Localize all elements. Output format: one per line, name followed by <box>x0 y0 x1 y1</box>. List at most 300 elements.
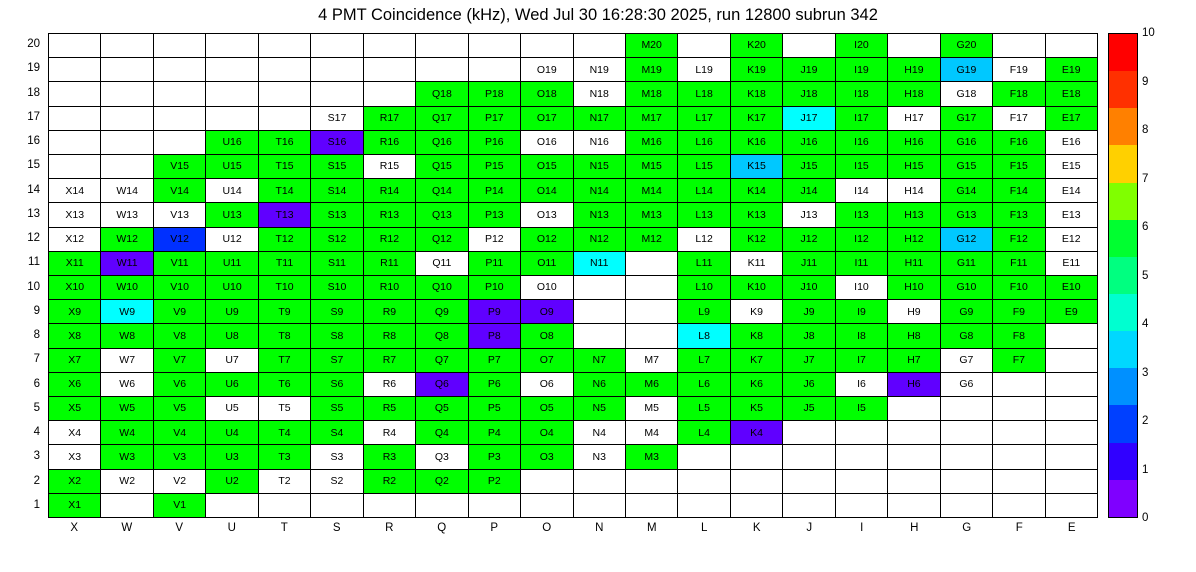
heatmap-cell: O11 <box>521 252 573 276</box>
heatmap-cell: G12 <box>941 228 993 252</box>
heatmap-cell: O13 <box>521 203 573 227</box>
heatmap-cell: F10 <box>993 276 1045 300</box>
heatmap-cell: J16 <box>783 131 835 155</box>
heatmap-cell: G13 <box>941 203 993 227</box>
y-axis-tick-label: 11 <box>28 256 40 269</box>
heatmap-cell: R15 <box>364 155 416 179</box>
heatmap-cell-empty <box>888 397 940 421</box>
heatmap-cell: W6 <box>101 373 153 397</box>
heatmap-cell: F18 <box>993 82 1045 106</box>
heatmap-cell: W2 <box>101 470 153 494</box>
y-axis-tick-label: 18 <box>27 86 40 99</box>
x-axis-tick-label: H <box>910 522 919 534</box>
heatmap-cell: K11 <box>731 252 783 276</box>
heatmap-cell-empty <box>678 470 730 494</box>
heatmap-cell: R8 <box>364 324 416 348</box>
heatmap-cell: S5 <box>311 397 363 421</box>
heatmap-cell: I16 <box>836 131 888 155</box>
heatmap-cell: N14 <box>574 179 626 203</box>
heatmap-cell: X10 <box>49 276 101 300</box>
heatmap-cell: K20 <box>731 34 783 58</box>
heatmap-cell: K6 <box>731 373 783 397</box>
x-axis-tick-label: J <box>806 522 813 534</box>
x-axis-tick-label: X <box>70 522 79 534</box>
heatmap-cell: P18 <box>469 82 521 106</box>
heatmap-cell-empty <box>731 494 783 518</box>
heatmap-cell: P14 <box>469 179 521 203</box>
heatmap-cell: V4 <box>154 421 206 445</box>
x-axis-tick-label: L <box>701 522 708 534</box>
x-axis-tick-label: E <box>1067 522 1076 534</box>
heatmap-cell-empty <box>1046 349 1098 373</box>
heatmap-cell: P5 <box>469 397 521 421</box>
heatmap-cell: I10 <box>836 276 888 300</box>
heatmap-cell: R4 <box>364 421 416 445</box>
heatmap-cell-empty <box>888 34 940 58</box>
heatmap-cell-empty <box>783 494 835 518</box>
heatmap-cell: E14 <box>1046 179 1098 203</box>
heatmap-cell: O19 <box>521 58 573 82</box>
heatmap-cell: G15 <box>941 155 993 179</box>
heatmap-cell: V7 <box>154 349 206 373</box>
heatmap-cell-empty <box>416 58 468 82</box>
heatmap-cell: F13 <box>993 203 1045 227</box>
heatmap-cell: V3 <box>154 445 206 469</box>
heatmap-cell: S17 <box>311 107 363 131</box>
heatmap-cell-empty <box>574 34 626 58</box>
heatmap-cell: G17 <box>941 107 993 131</box>
heatmap-cell-empty <box>259 82 311 106</box>
heatmap-cell: O18 <box>521 82 573 106</box>
heatmap-cell: I7 <box>836 349 888 373</box>
heatmap-cell: V6 <box>154 373 206 397</box>
x-axis-tick-label: G <box>962 522 972 534</box>
colorbar-segment <box>1109 443 1137 480</box>
heatmap-cell: R12 <box>364 228 416 252</box>
heatmap-cell-empty <box>783 470 835 494</box>
heatmap-cell: H8 <box>888 324 940 348</box>
heatmap-cell: V5 <box>154 397 206 421</box>
heatmap-cell: J5 <box>783 397 835 421</box>
heatmap-cell-empty <box>311 494 363 518</box>
x-axis-tick-label: Q <box>437 522 447 534</box>
colorbar-segment <box>1109 34 1137 71</box>
heatmap-cell: H9 <box>888 300 940 324</box>
heatmap-cell-empty <box>626 252 678 276</box>
heatmap-cell: X1 <box>49 494 101 518</box>
heatmap-cell: L5 <box>678 397 730 421</box>
heatmap-cell-empty <box>993 445 1045 469</box>
heatmap-cell-empty <box>783 421 835 445</box>
heatmap-cell: T12 <box>259 228 311 252</box>
heatmap-cell: F14 <box>993 179 1045 203</box>
heatmap-cell-empty <box>626 300 678 324</box>
heatmap-cell: H12 <box>888 228 940 252</box>
heatmap-cell: F19 <box>993 58 1045 82</box>
heatmap-cell: U13 <box>206 203 258 227</box>
heatmap-cell-empty <box>311 82 363 106</box>
heatmap-cell: J13 <box>783 203 835 227</box>
colorbar-segment <box>1109 405 1137 442</box>
heatmap-cell: R5 <box>364 397 416 421</box>
heatmap-cell-empty <box>49 82 101 106</box>
heatmap-cell: J18 <box>783 82 835 106</box>
colorbar-tick-label: 7 <box>1142 172 1149 185</box>
heatmap-cell: I18 <box>836 82 888 106</box>
heatmap-cell: N5 <box>574 397 626 421</box>
x-axis-tick-label: R <box>385 522 394 534</box>
heatmap-cell-empty <box>731 445 783 469</box>
heatmap-cell: U15 <box>206 155 258 179</box>
x-axis-tick-label: U <box>227 522 236 534</box>
heatmap-cell: M12 <box>626 228 678 252</box>
colorbar-tick-label: 8 <box>1142 124 1149 136</box>
heatmap-cell: L12 <box>678 228 730 252</box>
heatmap-cell-empty <box>836 421 888 445</box>
heatmap-cell-empty <box>678 494 730 518</box>
heatmap-cell-empty <box>888 421 940 445</box>
heatmap-cell: K9 <box>731 300 783 324</box>
heatmap-cell: N6 <box>574 373 626 397</box>
heatmap-cell: N4 <box>574 421 626 445</box>
heatmap-cell: U6 <box>206 373 258 397</box>
colorbar-segment <box>1109 220 1137 257</box>
heatmap-cell: N7 <box>574 349 626 373</box>
heatmap-cell: L9 <box>678 300 730 324</box>
heatmap-cell: T11 <box>259 252 311 276</box>
colorbar-segment <box>1109 257 1137 294</box>
heatmap-cell-empty <box>206 82 258 106</box>
heatmap-cell: X2 <box>49 470 101 494</box>
heatmap-cell: U2 <box>206 470 258 494</box>
colorbar-segment <box>1109 368 1137 405</box>
heatmap-cell: H13 <box>888 203 940 227</box>
heatmap-cell-empty <box>993 421 1045 445</box>
colorbar-tick-label: 4 <box>1142 318 1149 330</box>
heatmap-cell: X3 <box>49 445 101 469</box>
heatmap-cell: E11 <box>1046 252 1098 276</box>
heatmap-cell: E18 <box>1046 82 1098 106</box>
heatmap-cell: X14 <box>49 179 101 203</box>
heatmap-cell: G6 <box>941 373 993 397</box>
heatmap-cell: P10 <box>469 276 521 300</box>
heatmap-cell: Q14 <box>416 179 468 203</box>
heatmap-cell: M19 <box>626 58 678 82</box>
heatmap-cell: R16 <box>364 131 416 155</box>
heatmap-cell: V14 <box>154 179 206 203</box>
heatmap-cell: L18 <box>678 82 730 106</box>
heatmap-cell: K4 <box>731 421 783 445</box>
heatmap-cell: R14 <box>364 179 416 203</box>
heatmap-cell: N18 <box>574 82 626 106</box>
heatmap-cell: M6 <box>626 373 678 397</box>
heatmap-cell-empty <box>1046 373 1098 397</box>
heatmap-grid <box>48 33 1098 518</box>
heatmap-cell-empty <box>206 58 258 82</box>
heatmap-cell: O16 <box>521 131 573 155</box>
heatmap-cell: S3 <box>311 445 363 469</box>
heatmap-cell-empty <box>888 494 940 518</box>
heatmap-cell: R9 <box>364 300 416 324</box>
heatmap-cell: S14 <box>311 179 363 203</box>
heatmap-cell: I17 <box>836 107 888 131</box>
heatmap-cell: E16 <box>1046 131 1098 155</box>
heatmap-cell: W12 <box>101 228 153 252</box>
heatmap-cell: R3 <box>364 445 416 469</box>
heatmap-cell: Q12 <box>416 228 468 252</box>
heatmap-cell: F17 <box>993 107 1045 131</box>
heatmap-cell: N13 <box>574 203 626 227</box>
heatmap-cell-empty <box>1046 445 1098 469</box>
heatmap-cell: O9 <box>521 300 573 324</box>
heatmap-cell-empty <box>626 324 678 348</box>
y-axis-tick-label: 2 <box>33 474 40 487</box>
heatmap-cell: N19 <box>574 58 626 82</box>
heatmap-cell: L15 <box>678 155 730 179</box>
heatmap-cell: J15 <box>783 155 835 179</box>
heatmap-cell: V13 <box>154 203 206 227</box>
heatmap-cell: H14 <box>888 179 940 203</box>
heatmap-cell: G16 <box>941 131 993 155</box>
x-axis-tick-label: T <box>280 522 288 534</box>
colorbar-tick-label: 5 <box>1142 269 1149 282</box>
heatmap-cell: X11 <box>49 252 101 276</box>
x-axis-tick-label: F <box>1015 522 1023 534</box>
heatmap-cell-empty <box>1046 470 1098 494</box>
y-axis-tick-label: 17 <box>27 110 40 123</box>
heatmap-cell-empty <box>469 494 521 518</box>
heatmap-cell-empty <box>101 494 153 518</box>
colorbar-segment <box>1109 71 1137 108</box>
heatmap-cell: I19 <box>836 58 888 82</box>
colorbar-tick-label: 1 <box>1142 463 1149 476</box>
heatmap-cell-empty <box>364 58 416 82</box>
heatmap-cell: O12 <box>521 228 573 252</box>
heatmap-cell: M16 <box>626 131 678 155</box>
heatmap-cell-empty <box>101 131 153 155</box>
y-axis-tick-label: 10 <box>27 280 40 293</box>
heatmap-cell: E9 <box>1046 300 1098 324</box>
x-axis-tick-label: M <box>646 522 657 534</box>
heatmap-cell-empty <box>49 58 101 82</box>
heatmap-cell-empty <box>941 397 993 421</box>
heatmap-cell: S12 <box>311 228 363 252</box>
heatmap-cell: N11 <box>574 252 626 276</box>
heatmap-cell: E15 <box>1046 155 1098 179</box>
heatmap-cell: H19 <box>888 58 940 82</box>
heatmap-cell-empty <box>836 494 888 518</box>
heatmap-cell-empty <box>941 470 993 494</box>
heatmap-cell: P12 <box>469 228 521 252</box>
heatmap-cell-empty <box>206 34 258 58</box>
heatmap-cell: F9 <box>993 300 1045 324</box>
heatmap-cell: X6 <box>49 373 101 397</box>
heatmap-cell-empty <box>259 494 311 518</box>
heatmap-cell-empty <box>574 276 626 300</box>
colorbar-segment <box>1109 331 1137 368</box>
heatmap-cell-empty <box>626 470 678 494</box>
heatmap-cell: T10 <box>259 276 311 300</box>
heatmap-cell: V12 <box>154 228 206 252</box>
heatmap-cell: Q15 <box>416 155 468 179</box>
y-axis-tick-label: 20 <box>27 38 40 51</box>
y-axis-tick-label: 7 <box>33 353 40 366</box>
heatmap-cell: V2 <box>154 470 206 494</box>
heatmap-cell: S8 <box>311 324 363 348</box>
heatmap-cell: L14 <box>678 179 730 203</box>
heatmap-cell: Q2 <box>416 470 468 494</box>
colorbar-tick-label: 10 <box>1142 27 1155 39</box>
x-axis-tick-label: P <box>490 522 499 534</box>
heatmap-cell: S2 <box>311 470 363 494</box>
heatmap-cell: T3 <box>259 445 311 469</box>
x-axis-tick-label: V <box>175 522 184 534</box>
heatmap-cell-empty <box>259 107 311 131</box>
heatmap-cell: W8 <box>101 324 153 348</box>
page-title: 4 PMT Coincidence (kHz), Wed Jul 30 16:28:30 2025, run 12800 subrun 342 <box>318 6 878 24</box>
heatmap-cell: U12 <box>206 228 258 252</box>
heatmap-cell-empty <box>364 34 416 58</box>
heatmap-cell-empty <box>206 494 258 518</box>
heatmap-cell: Q7 <box>416 349 468 373</box>
heatmap-cell-empty <box>101 155 153 179</box>
heatmap-cell: R2 <box>364 470 416 494</box>
heatmap-cell: P15 <box>469 155 521 179</box>
heatmap-cell: U10 <box>206 276 258 300</box>
heatmap-cell: I5 <box>836 397 888 421</box>
y-axis-tick-label: 12 <box>27 232 40 245</box>
heatmap-cell: S13 <box>311 203 363 227</box>
heatmap-cell-empty <box>731 470 783 494</box>
heatmap-cell: H6 <box>888 373 940 397</box>
heatmap-cell: T14 <box>259 179 311 203</box>
heatmap-cell: G10 <box>941 276 993 300</box>
heatmap-cell: R13 <box>364 203 416 227</box>
heatmap-cell: X5 <box>49 397 101 421</box>
heatmap-cell: R10 <box>364 276 416 300</box>
heatmap-cell: J19 <box>783 58 835 82</box>
heatmap-cell: I14 <box>836 179 888 203</box>
heatmap-cell: M13 <box>626 203 678 227</box>
heatmap-cell-empty <box>49 131 101 155</box>
heatmap-cell: U8 <box>206 324 258 348</box>
heatmap-cell: V8 <box>154 324 206 348</box>
heatmap-cell: U14 <box>206 179 258 203</box>
heatmap-cell: J6 <box>783 373 835 397</box>
heatmap-cell: W11 <box>101 252 153 276</box>
heatmap-cell: U9 <box>206 300 258 324</box>
heatmap-cell: M4 <box>626 421 678 445</box>
heatmap-cell: H18 <box>888 82 940 106</box>
heatmap-cell: I13 <box>836 203 888 227</box>
heatmap-cell: L7 <box>678 349 730 373</box>
heatmap-cell: W4 <box>101 421 153 445</box>
heatmap-cell: L10 <box>678 276 730 300</box>
heatmap-plot <box>48 33 1098 518</box>
heatmap-cell: O6 <box>521 373 573 397</box>
heatmap-cell-empty <box>521 470 573 494</box>
heatmap-cell: W10 <box>101 276 153 300</box>
heatmap-cell: J12 <box>783 228 835 252</box>
heatmap-cell: F11 <box>993 252 1045 276</box>
heatmap-cell-empty <box>154 107 206 131</box>
heatmap-cell: M7 <box>626 349 678 373</box>
y-axis-tick-label: 4 <box>33 426 40 439</box>
x-axis-tick-label: N <box>595 522 604 534</box>
heatmap-cell: N17 <box>574 107 626 131</box>
heatmap-cell: J14 <box>783 179 835 203</box>
heatmap-cell-empty <box>1046 494 1098 518</box>
heatmap-cell-empty <box>993 373 1045 397</box>
y-axis-tick-label: 6 <box>33 377 40 390</box>
heatmap-cell-empty <box>574 494 626 518</box>
heatmap-cell: P2 <box>469 470 521 494</box>
heatmap-cell: R7 <box>364 349 416 373</box>
heatmap-cell: O14 <box>521 179 573 203</box>
heatmap-cell-empty <box>259 34 311 58</box>
heatmap-cell: M3 <box>626 445 678 469</box>
heatmap-cell: P8 <box>469 324 521 348</box>
heatmap-cell: P4 <box>469 421 521 445</box>
heatmap-cell: I6 <box>836 373 888 397</box>
heatmap-cell-empty <box>626 494 678 518</box>
colorbar-tick-label: 6 <box>1142 221 1149 233</box>
heatmap-cell-empty <box>311 58 363 82</box>
heatmap-cell: T16 <box>259 131 311 155</box>
colorbar-tick-label: 0 <box>1142 512 1149 524</box>
heatmap-cell: T15 <box>259 155 311 179</box>
heatmap-cell: N15 <box>574 155 626 179</box>
heatmap-cell: Q16 <box>416 131 468 155</box>
heatmap-cell: V1 <box>154 494 206 518</box>
heatmap-cell: L4 <box>678 421 730 445</box>
heatmap-cell: Q4 <box>416 421 468 445</box>
heatmap-cell: Q11 <box>416 252 468 276</box>
heatmap-cell: M17 <box>626 107 678 131</box>
heatmap-cell: M5 <box>626 397 678 421</box>
y-axis-tick-label: 8 <box>33 329 40 342</box>
heatmap-cell-empty <box>154 34 206 58</box>
heatmap-cell: S7 <box>311 349 363 373</box>
heatmap-cell-empty <box>626 276 678 300</box>
heatmap-cell-empty <box>783 34 835 58</box>
heatmap-cell-empty <box>364 494 416 518</box>
heatmap-cell: K10 <box>731 276 783 300</box>
heatmap-cell: Q10 <box>416 276 468 300</box>
heatmap-cell: U3 <box>206 445 258 469</box>
heatmap-cell: T2 <box>259 470 311 494</box>
heatmap-cell: K18 <box>731 82 783 106</box>
y-axis-tick-label: 13 <box>27 207 40 220</box>
heatmap-cell-empty <box>678 34 730 58</box>
heatmap-cell: P3 <box>469 445 521 469</box>
y-axis-tick-label: 19 <box>27 62 40 75</box>
heatmap-cell: I15 <box>836 155 888 179</box>
heatmap-cell: G18 <box>941 82 993 106</box>
heatmap-cell: T6 <box>259 373 311 397</box>
heatmap-cell: X12 <box>49 228 101 252</box>
heatmap-cell-empty <box>1046 34 1098 58</box>
heatmap-cell: H16 <box>888 131 940 155</box>
heatmap-cell: Q3 <box>416 445 468 469</box>
heatmap-cell-empty <box>469 58 521 82</box>
heatmap-cell: T8 <box>259 324 311 348</box>
heatmap-cell-empty <box>836 445 888 469</box>
heatmap-cell: K17 <box>731 107 783 131</box>
heatmap-cell: W3 <box>101 445 153 469</box>
heatmap-cell: S10 <box>311 276 363 300</box>
heatmap-cell: W14 <box>101 179 153 203</box>
